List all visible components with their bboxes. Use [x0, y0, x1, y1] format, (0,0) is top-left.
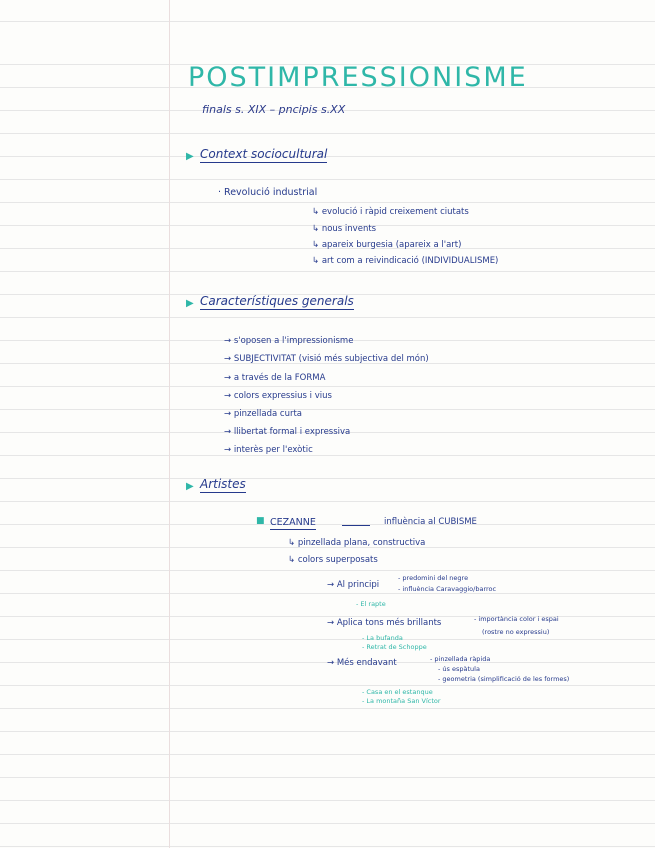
connector-dash [342, 525, 370, 526]
feature-item: → a través de la FORMA [224, 373, 326, 383]
phase-example: - Retrat de Schoppe [362, 643, 427, 651]
context-item: ↳ nous invents [312, 224, 377, 234]
artist-influence: influència al CUBISME [384, 517, 477, 527]
context-item: ↳ apareix burgesia (apareix a l'art) [312, 240, 462, 250]
context-bullet: · Revolució industrial [218, 187, 318, 198]
section-heading-artists: Artistes [200, 477, 246, 491]
artist-point: ↳ pinzellada plana, constructiva [288, 538, 426, 548]
phase-label: → Al principi [327, 580, 380, 590]
phase-label: → Aplica tons més brillants [327, 618, 442, 628]
page-title: POSTIMPRESSIONISME [188, 62, 528, 93]
page-subtitle: finals s. XIX – pncipis s.XX [202, 103, 346, 116]
phase-note: - geometria (simplificació de les formes) [438, 675, 570, 683]
phase-note: - pinzellada ràpida [430, 655, 491, 663]
context-item: ↳ art com a reivindicació (INDIVIDUALISME) [312, 256, 499, 266]
section-arrow-icon: ▶ [186, 481, 194, 492]
phase-note: - influència Caravaggio/barroc [398, 585, 497, 593]
phase-label: → Més endavant [327, 658, 397, 668]
feature-item: → llibertat formal i expressiva [224, 427, 351, 437]
phase-example: - El rapte [356, 600, 386, 608]
feature-item: → colors expressius i vius [224, 391, 332, 401]
phase-note: (rostre no expressiu) [482, 628, 550, 636]
phase-note: - predomini del negre [398, 574, 469, 582]
phase-example: - La montaña San Víctor [362, 697, 441, 705]
artist-name-cezanne: CEZANNE [270, 517, 316, 528]
section-heading-context: Context sociocultural [200, 147, 328, 161]
phase-example: - La bufanda [362, 634, 403, 642]
context-item: ↳ evolució i ràpid creixement ciutats [312, 207, 469, 217]
phase-note: - ús espàtula [438, 665, 480, 673]
artist-point: ↳ colors superposats [288, 555, 378, 565]
feature-item: → SUBJECTIVITAT (visió més subjectiva del món) [224, 354, 429, 364]
feature-item: → s'oposen a l'impressionisme [224, 336, 354, 346]
section-heading-features: Característiques generals [200, 294, 354, 308]
square-bullet-icon: ■ [256, 516, 265, 526]
feature-item: → interès per l'exòtic [224, 445, 313, 455]
section-arrow-icon: ▶ [186, 151, 194, 162]
feature-item: → pinzellada curta [224, 409, 302, 419]
phase-example: - Casa en el estanque [362, 688, 433, 696]
phase-note: - importància color i espai [474, 615, 559, 623]
margin-line [169, 0, 170, 848]
section-arrow-icon: ▶ [186, 298, 194, 309]
